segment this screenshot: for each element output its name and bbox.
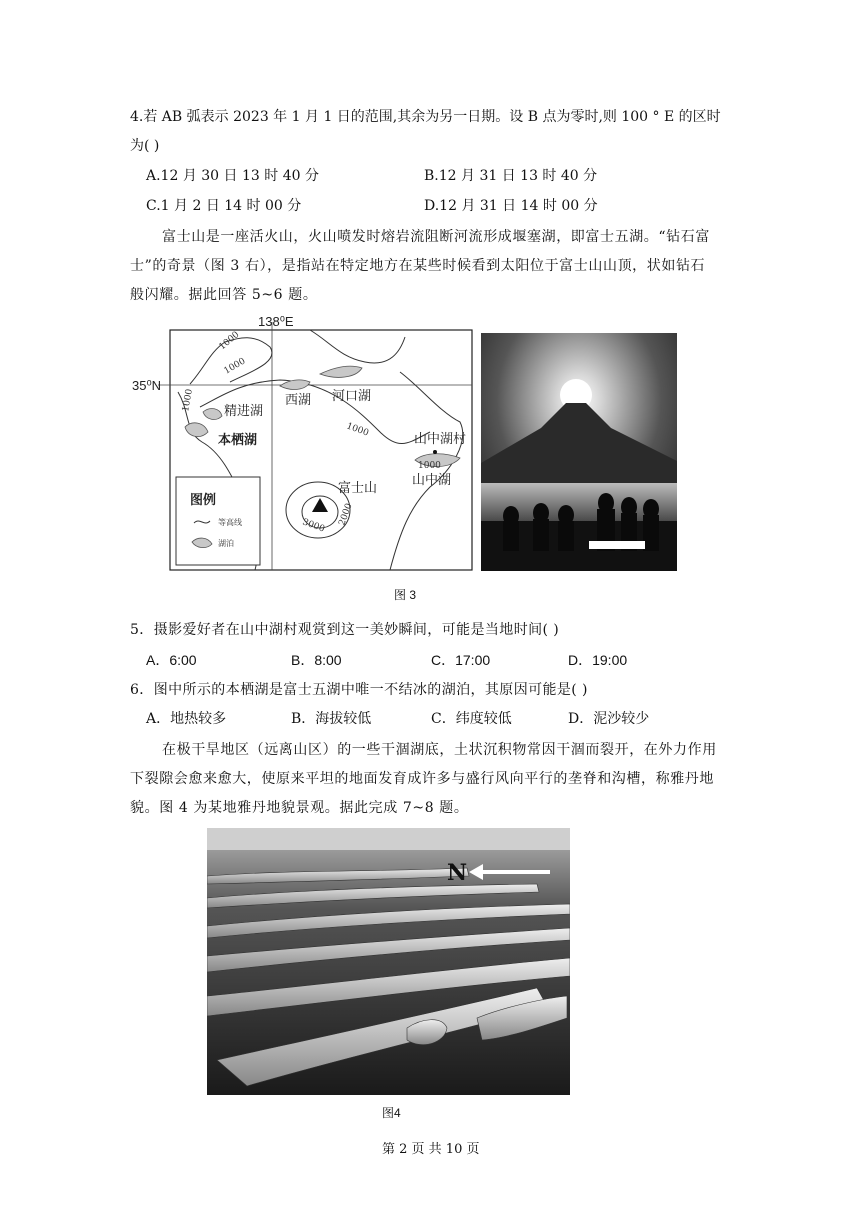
passage2-line3: 貌。图 4 为某地雅丹地貌景观。据此完成 7~8 题。: [130, 800, 469, 816]
contour-label: 1000: [418, 461, 441, 471]
contour-label: 1000: [181, 388, 195, 413]
lake-label-shoji: 精进湖: [224, 403, 264, 418]
lake-label-seiko: 西湖: [285, 392, 312, 407]
fig3-map: [130, 312, 480, 574]
legend-lake-label: 湖泊: [218, 539, 234, 548]
lake-label-kawaguchi: 河口湖: [332, 388, 372, 403]
q5-option-a: A．6:00: [146, 652, 197, 668]
passage1-line2: 士”的奇景（图 3 右），是指站在特定地方在某些时候看到太阳位于富士山山顶，状如钻石: [130, 258, 706, 274]
q6-option-d: D．泥沙较少: [568, 711, 650, 727]
contour-label: 1000: [222, 356, 248, 377]
contour-label: 1000: [217, 329, 242, 353]
page-footer: 第 2 页 共 10 页: [382, 1142, 480, 1157]
q5-option-c: C．17:00: [431, 652, 491, 668]
q4-option-b: B.12 月 31 日 13 时 40 分: [424, 168, 598, 184]
q5-option-b: B．8:00: [291, 652, 342, 668]
q6-option-b: B．海拔较低: [291, 711, 372, 727]
q6-option-c: C．纬度较低: [431, 711, 512, 727]
q5-stem: 5．摄影爱好者在山中湖村观赏到这一美妙瞬间，可能是当地时间( ): [130, 622, 560, 638]
q4-option-a: A.12 月 30 日 13 时 40 分: [146, 168, 319, 184]
legend-title: 图例: [190, 492, 217, 507]
passage1-line3: 般闪耀。据此回答 5~6 题。: [130, 287, 318, 303]
map-latitude-label: 35⁰N: [132, 378, 162, 393]
fig3-caption: 图 3: [394, 588, 417, 602]
passage2-line1: 在极干旱地区（远离山区）的一些干涸湖底，土状沉积物常因干涸而裂开，在外力作用: [162, 742, 717, 758]
village-label-yamanaka: 山中湖村: [414, 431, 467, 446]
q6-stem: 6．图中所示的本栖湖是富士五湖中唯一不结冰的湖泊，其原因可能是( ): [130, 682, 588, 698]
q4-option-c: C.1 月 2 日 14 时 00 分: [146, 198, 302, 214]
legend-contour-label: 等高线: [218, 518, 242, 527]
mountain-label-fuji: 富士山: [338, 480, 378, 495]
lake-label-motosu: 本栖湖: [218, 432, 258, 447]
q4-option-d: D.12 月 31 日 14 时 00 分: [424, 198, 598, 214]
lake-label-yamanaka: 山中湖: [412, 472, 452, 487]
q4-stem-line1: 4.若 AB 弧表示 2023 年 1 月 1 日的范围,其余为另一日期。设 B 点为零时,则 100 ° E 的区时: [130, 109, 721, 125]
fig3-diamond-fuji-photo: [481, 333, 677, 571]
north-arrow-label: N: [447, 860, 468, 886]
passage1-line1: 富士山是一座活火山，火山喷发时熔岩流阻断河流形成堰塞湖，即富士五湖。“钻石富: [162, 229, 710, 245]
contour-label: 2000: [337, 502, 355, 528]
fig4-yardang-photo: [207, 828, 570, 1095]
q6-option-a: A．地热较多: [146, 711, 227, 727]
map-longitude-label: 138⁰E: [258, 314, 294, 329]
q4-stem-line2: 为( ): [130, 138, 160, 154]
fig4-caption: 图4: [382, 1106, 401, 1120]
passage2-line2: 下裂隙会愈来愈大，使原来平坦的地面发育成许多与盛行风向平行的垄脊和沟槽，称雅丹地: [130, 771, 714, 787]
q5-option-d: D．19:00: [568, 652, 628, 668]
contour-label: 1000: [344, 421, 370, 439]
contour-label: 3000: [300, 517, 326, 535]
